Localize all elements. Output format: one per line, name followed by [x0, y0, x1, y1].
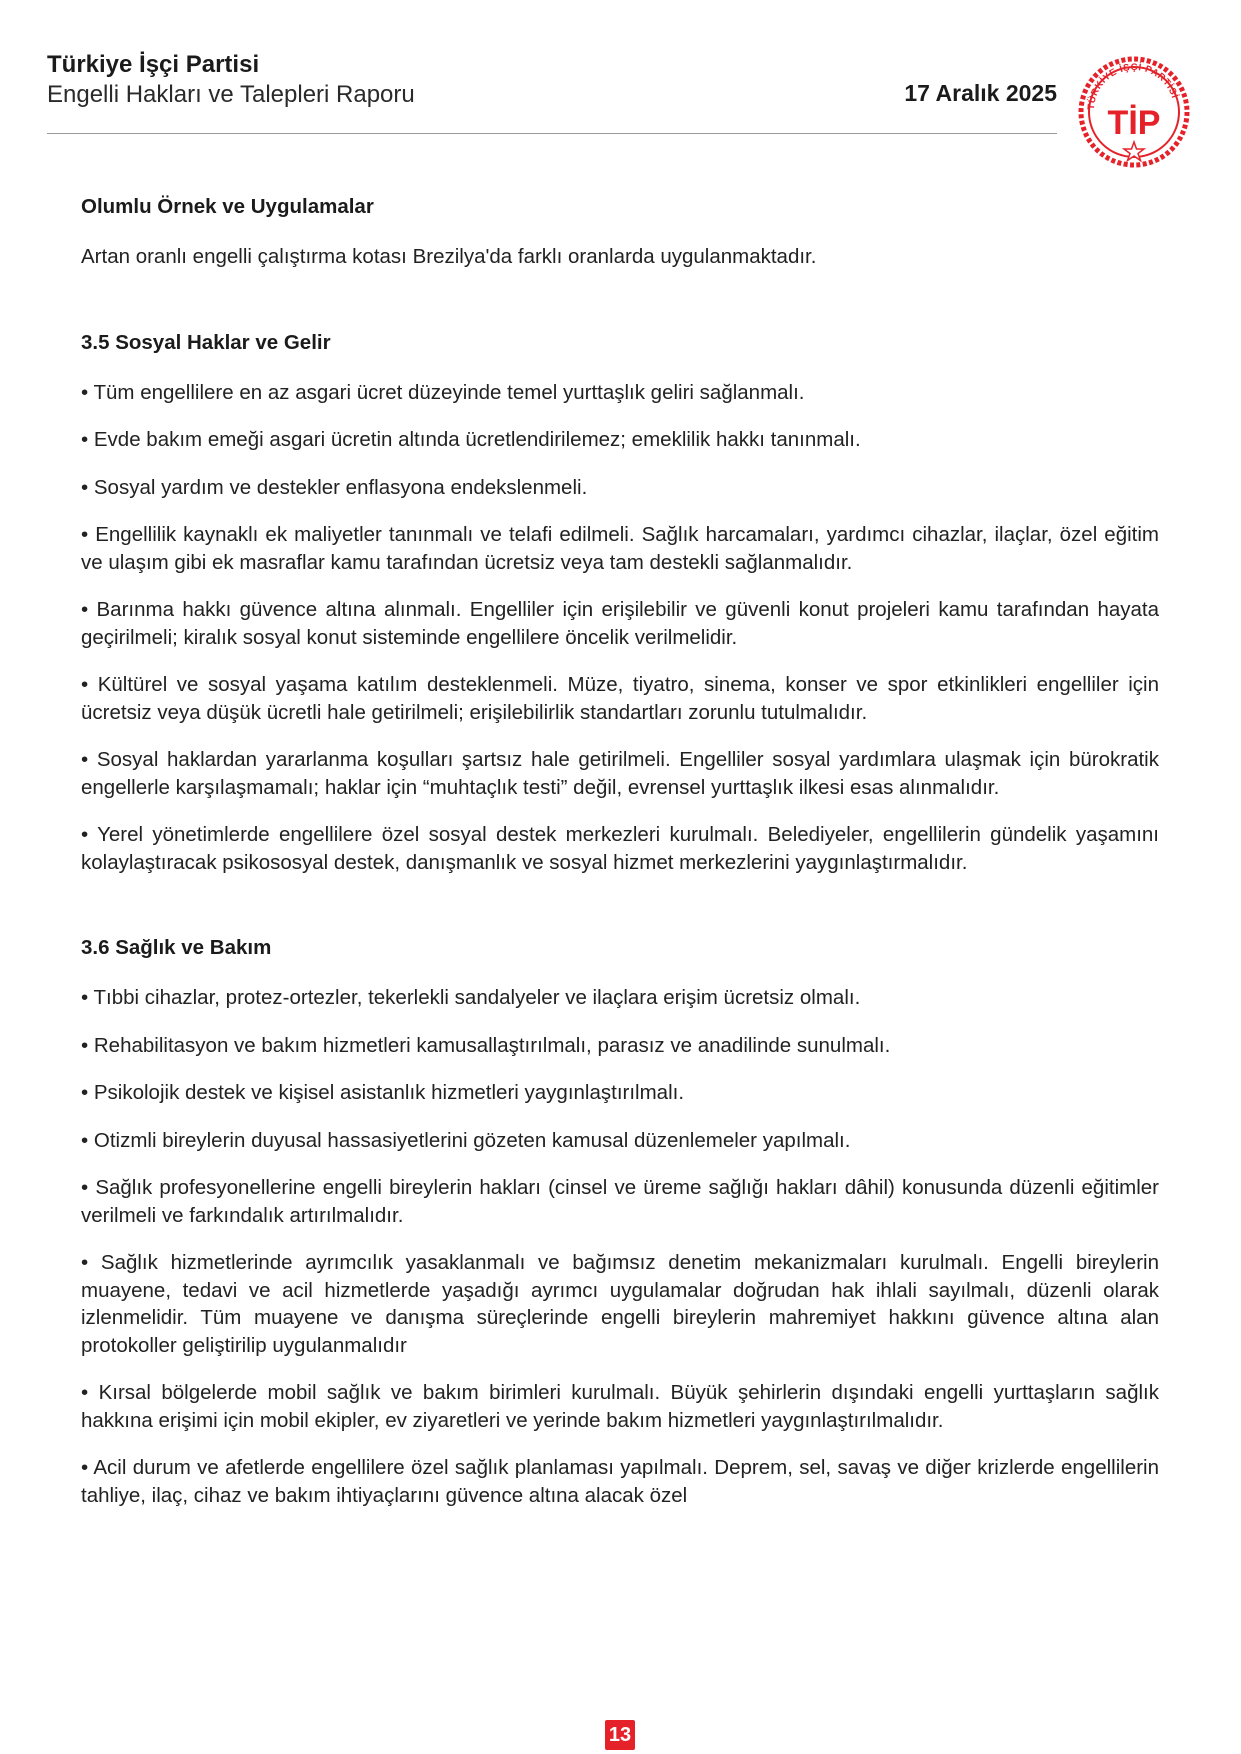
paragraph: Artan oranlı engelli çalıştırma kotası Brezilya'da farklı oranlarda uygulanmaktadır.	[81, 245, 817, 268]
party-logo	[1074, 50, 1194, 170]
header-divider	[47, 133, 1057, 134]
list-item: • Sağlık profesyonellerine engelli bireylerin hakları (cinsel ve üreme sağlığı hakları dâhil) konusunda düzenli eğitimler verilmeli ve farkındalık artırılmalıdır.	[81, 1176, 1159, 1227]
list-item: • Barınma hakkı güvence altına alınmalı. Engelliler için erişilebilir ve güvenli konut projeleri kamu tarafından hayata geçirilmeli; kiralık sosyal konut sisteminde engellilere öncelik verilmelidir.	[81, 598, 1159, 649]
list-item: • Psikolojik destek ve kişisel asistanlık hizmetleri yaygınlaştırılmalı.	[81, 1081, 685, 1104]
organization-name: Türkiye İşçi Partisi	[47, 51, 260, 78]
list-item: • Sağlık hizmetlerinde ayrımcılık yasaklanmalı ve bağımsız denetim mekanizmaları kurulmalı. Engelli bireylerin muayene, tedavi ve acil hizmetlerde yaşadığı ayrımcı uygulamalar doğrudan hak ihlali sayılmalı, düzenli olarak izlenmelidir. Tüm muayene ve danışma süreçlerinde engelli bireylerin mahremiyet hakkını güvence altına alan protokoller geliştirilip uygulanmalıdır	[81, 1251, 1159, 1357]
section-title-positive-examples: Olumlu Örnek ve Uygulamalar	[81, 195, 374, 218]
list-item: • Acil durum ve afetlerde engellilere özel sağlık planlaması yapılmalı. Deprem, sel, savaş ve diğer krizlerde engellilerin tahliye, ilaç, cihaz ve bakım ihtiyaçlarını güvence altına alacak özel	[81, 1456, 1159, 1507]
page-content	[81, 193, 1159, 1529]
list-item: • Yerel yönetimlerde engellilere özel sosyal destek merkezleri kurulmalı. Belediyeler, engellilerin gündelik yaşamını kolaylaştıracak psikososyal destek, danışmanlık ve sosyal hizmet merkezlerini yaygınlaştırmalıdır.	[81, 823, 1159, 874]
report-title: Engelli Hakları ve Talepleri Raporu	[47, 81, 415, 108]
list-item: • Engellilik kaynaklı ek maliyetler tanınmalı ve telafi edilmeli. Sağlık harcamaları, yardımcı cihazlar, ilaçlar, özel eğitim ve ulaşım gibi ek masraflar kamu tarafından ücretsiz veya tam destekli sağlanmalıdır.	[81, 523, 1159, 574]
list-item: • Evde bakım emeği asgari ücretin altında ücretlendirilemez; emeklilik hakkı tanınmalı.	[81, 428, 861, 451]
list-item: • Tıbbi cihazlar, protez-ortezler, tekerlekli sandalyeler ve ilaçlara erişim ücretsiz olmalı.	[81, 986, 861, 1009]
list-item: • Sosyal yardım ve destekler enflasyona endekslenmeli.	[81, 475, 588, 499]
list-item: • Tüm engellilere en az asgari ücret düzeyinde temel yurttaşlık geliri sağlanmalı.	[81, 380, 805, 404]
section-title-3-5: 3.5 Sosyal Haklar ve Gelir	[81, 330, 331, 354]
list-item: • Otizmli bireylerin duyusal hassasiyetlerini gözeten kamusal düzenlemeler yapılmalı.	[81, 1128, 851, 1152]
logo-text: TİP	[1107, 104, 1161, 142]
list-item: • Sosyal haklardan yararlanma koşulları şartsız hale getirilmeli. Engelliler sosyal yardımlara ulaşmak için bürokratik engellerle karşılaşmamalı; haklar için “muhtaçlık testi” değil, evrensel yurttaşlık ilkesi esas alınmalıdır.	[81, 748, 1159, 799]
list-item: • Rehabilitasyon ve bakım hizmetleri kamusallaştırılmalı, parasız ve anadilinde sunulmalı.	[81, 1033, 891, 1057]
list-item: • Kültürel ve sosyal yaşama katılım desteklenmeli. Müze, tiyatro, sinema, konser ve spor etkinlikleri engelliler için ücretsiz veya düşük ücretli hale getirilmeli; erişilebilirlik standartları zorunlu tutulmalıdır.	[81, 673, 1159, 724]
report-date: 17 Aralık 2025	[904, 80, 1057, 106]
page-number: 13	[605, 1720, 635, 1750]
page-header	[47, 50, 1057, 110]
logo-ring-text: TÜRKİYE İŞÇİ PARTİSİ	[1085, 61, 1181, 111]
section-title-3-6: 3.6 Sağlık ve Bakım	[81, 936, 272, 959]
list-item: • Kırsal bölgelerde mobil sağlık ve bakım birimleri kurulmalı. Büyük şehirlerin dışındaki engelli yurttaşların sağlık hakkına erişimi için mobil ekipler, ev ziyaretleri ve yerinde bakım hizmetleri yaygınlaştırılmalıdır.	[81, 1381, 1159, 1432]
